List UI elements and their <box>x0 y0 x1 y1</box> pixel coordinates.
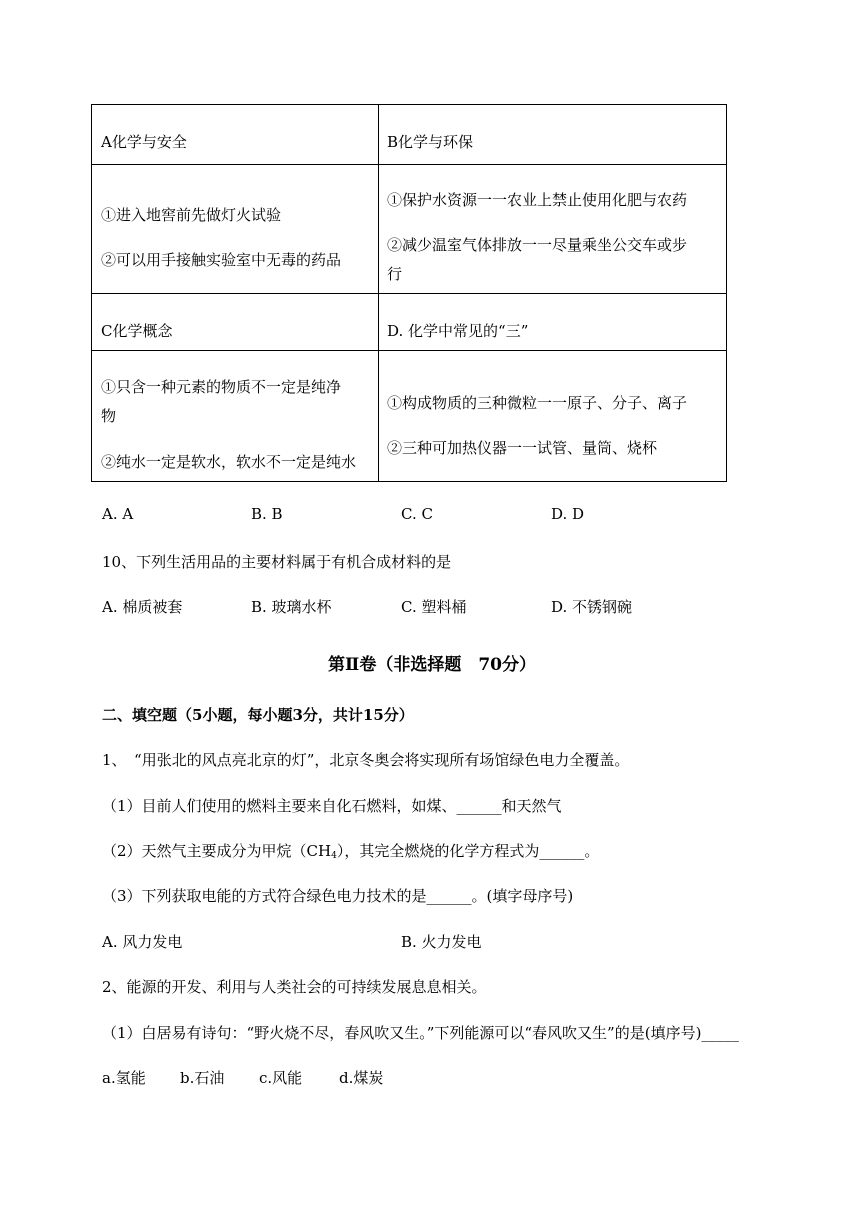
cell-d-item1: ①构成物质的三种微粒一一原子、分子、离子 <box>387 394 688 412</box>
table-row-divider <box>92 350 726 351</box>
fq1-stem: 1、 “用张北的风点亮北京的灯”，北京冬奥会将实现所有场馆绿色电力全覆盖。 <box>102 751 630 769</box>
q9-option-a: A. A <box>102 505 134 523</box>
fq2-option-d: d.煤炭 <box>339 1069 384 1087</box>
cell-d-item2: ②三种可加热仪器一一试管、量筒、烧杯 <box>387 439 658 457</box>
fq1-option-a: A. 风力发电 <box>102 933 183 951</box>
cell-d-header: D. 化学中常见的“三” <box>387 322 529 340</box>
cell-a-item2: ②可以用手接触实验室中无毒的药品 <box>101 251 342 269</box>
cell-c-item1-line1: ①只含一种元素的物质不一定是纯净 <box>101 378 342 396</box>
fq1-sub2-before: （2）天然气主要成分为甲烷（CH <box>102 842 332 860</box>
cell-b-item2-line2: 行 <box>387 265 403 283</box>
q10-option-b: B. 玻璃水杯 <box>251 598 332 616</box>
cell-c-item1-line2: 物 <box>101 407 117 425</box>
cell-a-item1: ①进入地窖前先做灯火试验 <box>101 206 282 224</box>
fq1-sub3: （3）下列获取电能的方式符合绿色电力技术的是______。(填字母序号) <box>102 887 574 905</box>
q10-option-d: D. 不锈钢碗 <box>551 598 633 616</box>
cell-b-header: B化学与环保 <box>387 133 474 151</box>
fq1-sub2-after: ），其完全燃烧的化学方程式为______。 <box>336 842 600 860</box>
q10-stem: 10、下列生活用品的主要材料属于有机合成材料的是 <box>102 553 452 571</box>
table-row-divider <box>92 164 726 165</box>
cell-c-header: C化学概念 <box>101 322 173 340</box>
section2-title: 二、填空题（5小题，每小题3分，共计15分） <box>102 706 414 724</box>
fq2-option-c: c.风能 <box>259 1069 303 1087</box>
q9-option-d: D. D <box>551 505 585 523</box>
cell-a-header: A化学与安全 <box>101 133 187 151</box>
comparison-table <box>91 104 727 482</box>
fq2-stem: 2、能源的开发、利用与人类社会的可持续发展息息相关。 <box>102 978 487 996</box>
fq2-sub1: （1）白居易有诗句：“野火烧不尽，春风吹又生。”下列能源可以“春风吹又生”的是(填序号)_____ <box>102 1024 739 1042</box>
fq2-option-a: a.氢能 <box>102 1069 146 1087</box>
fq2-option-b: b.石油 <box>180 1069 225 1087</box>
fq1-option-b: B. 火力发电 <box>401 933 482 951</box>
fq1-sub2-subscript: 4 <box>331 851 337 861</box>
fq1-sub2 <box>102 840 599 861</box>
table-row-divider <box>92 293 726 294</box>
q10-option-c: C. 塑料桶 <box>401 598 467 616</box>
part2-title: 第Ⅱ卷（非选择题 70分） <box>328 655 536 675</box>
q9-option-b: B. B <box>251 505 283 523</box>
cell-c-item2: ②纯水一定是软水，软水不一定是纯水 <box>101 453 357 471</box>
cell-b-item2-line1: ②减少温室气体排放一一尽量乘坐公交车或步 <box>387 236 688 254</box>
fq1-sub1: （1）目前人们使用的燃料主要来自化石燃料，如煤、______和天然气 <box>102 797 562 815</box>
cell-b-item1: ①保护水资源一一农业上禁止使用化肥与农药 <box>387 191 688 209</box>
q10-option-a: A. 棉质被套 <box>102 598 183 616</box>
q9-option-c: C. C <box>401 505 433 523</box>
